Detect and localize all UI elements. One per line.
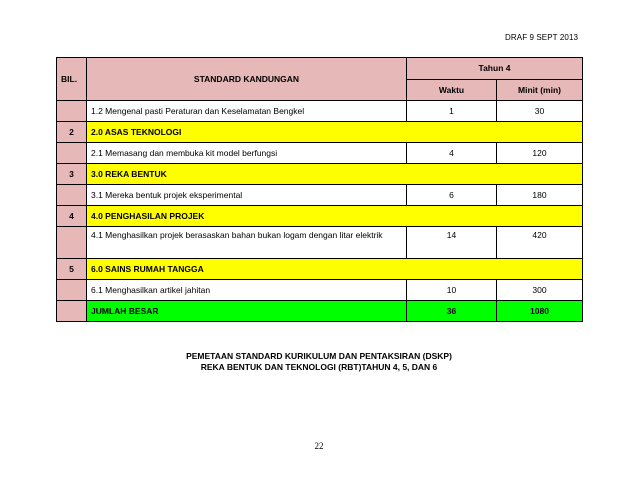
total-label: JUMLAH BESAR: [87, 301, 407, 322]
total-waktu: 36: [407, 301, 497, 322]
document-title: [130, 351, 508, 373]
section-title: 3.0 REKA BENTUK: [87, 164, 583, 185]
page-number: 22: [314, 441, 324, 451]
header-standard: STANDARD KANDUNGAN: [87, 58, 407, 101]
header-bil: BIL.: [57, 58, 87, 101]
section-title: 2.0 ASAS TEKNOLOGI: [87, 122, 583, 143]
bil-cell: [57, 301, 87, 322]
header-minit: Minit (min): [497, 80, 583, 101]
bil-cell: 3: [57, 164, 87, 185]
waktu-cell: 1: [407, 101, 497, 122]
bil-cell: [57, 101, 87, 122]
section-title: 6.0 SAINS RUMAH TANGGA: [87, 259, 583, 280]
item-text: 1.2 Mengenal pasti Peraturan dan Keselamatan Bengkel: [87, 101, 407, 122]
item-text: 6.1 Menghasilkan artikel jahitan: [87, 280, 407, 301]
section-row: [57, 259, 583, 280]
section-row: [57, 122, 583, 143]
minit-cell: 30: [497, 101, 583, 122]
section-row: [57, 206, 583, 227]
bil-cell: [57, 280, 87, 301]
minit-cell: 420: [497, 227, 583, 259]
bil-cell: 5: [57, 259, 87, 280]
waktu-cell: 4: [407, 143, 497, 164]
table-row: [57, 143, 583, 164]
curriculum-table: [56, 57, 583, 322]
bil-cell: 4: [57, 206, 87, 227]
table-row: [57, 185, 583, 206]
waktu-cell: 6: [407, 185, 497, 206]
total-minit: 1080: [497, 301, 583, 322]
table-row: [57, 101, 583, 122]
bil-cell: [57, 227, 87, 259]
document-title-line2: REKA BENTUK DAN TEKNOLOGI (RBT)TAHUN 4, 5, DAN 6: [200, 362, 438, 372]
minit-cell: 180: [497, 185, 583, 206]
header-waktu: Waktu: [407, 80, 497, 101]
item-text: 3.1 Mereka bentuk projek eksperimental: [87, 185, 407, 206]
item-text: 4.1 Menghasilkan projek berasaskan bahan bukan logam dengan litar elektrik: [87, 227, 407, 259]
minit-cell: 120: [497, 143, 583, 164]
bil-cell: [57, 185, 87, 206]
document-title-line1: PEMETAAN STANDARD KURIKULUM DAN PENTAKSIRAN (DSKP): [186, 351, 452, 361]
section-row: [57, 164, 583, 185]
table-row: [57, 227, 583, 259]
section-title: 4.0 PENGHASILAN PROJEK: [87, 206, 583, 227]
bil-cell: [57, 143, 87, 164]
bil-cell: 2: [57, 122, 87, 143]
draft-label: DRAF 9 SEPT 2013: [505, 33, 579, 42]
table-row: [57, 280, 583, 301]
header-year: Tahun 4: [407, 58, 583, 80]
waktu-cell: 10: [407, 280, 497, 301]
waktu-cell: 14: [407, 227, 497, 259]
item-text: 2.1 Memasang dan membuka kit model berfungsi: [87, 143, 407, 164]
total-row: [57, 301, 583, 322]
minit-cell: 300: [497, 280, 583, 301]
